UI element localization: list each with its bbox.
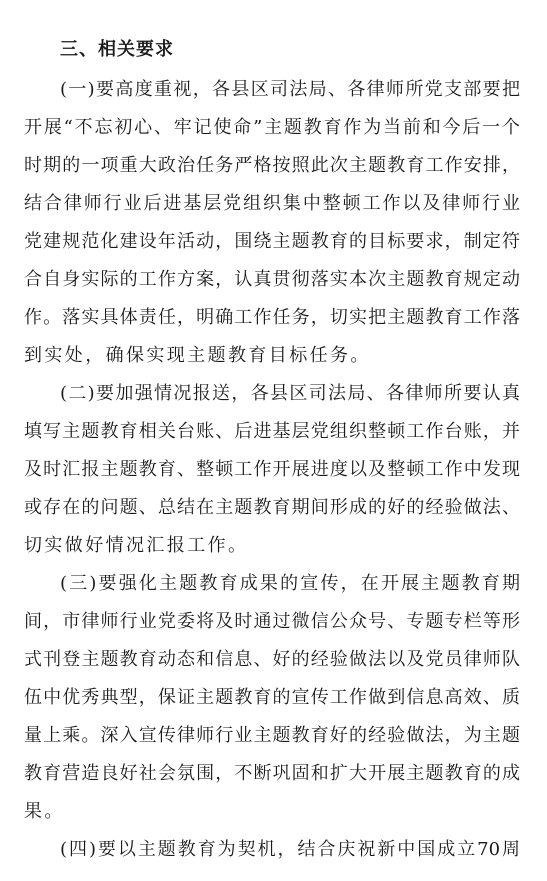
paragraph-2-line-3: 及时汇报主题教育、整顿工作开展进度以及整顿工作中发现 — [24, 459, 520, 480]
section-heading: 三、相关要求 — [60, 39, 174, 60]
paragraph-4-line-1: (四)要以主题教育为契机，结合庆祝新中国成立70周 — [60, 839, 520, 860]
paragraph-3-line-7: 果。 — [24, 801, 65, 822]
paragraph-3-line-6: 教育营造良好社会氛围，不断巩固和扩大开展主题教育的成 — [24, 763, 520, 784]
paragraph-1-line-8: 到实处，确保实现主题教育目标任务。 — [24, 345, 371, 366]
paragraph-3-line-1: (三)要强化主题教育成果的宣传，在开展主题教育期 — [60, 573, 520, 594]
paragraph-1-line-3: 时期的一项重大政治任务严格按照此次主题教育工作安排， — [24, 155, 520, 176]
paragraph-1-line-2: 开展“不忘初心、牢记使命”主题教育作为当前和今后一个 — [24, 117, 520, 138]
paragraph-1-line-7: 作。落实具体责任，明确工作任务，切实把主题教育工作落 — [24, 307, 520, 328]
paragraph-1-line-5: 党建规范化建设年活动，围绕主题教育的目标要求，制定符 — [24, 231, 520, 252]
paragraph-3-line-5: 量上乘。深入宣传律师行业主题教育好的经验做法，为主题 — [24, 725, 520, 746]
paragraph-2-line-1: (二)要加强情况报送，各县区司法局、各律师所要认真 — [60, 383, 520, 404]
paragraph-3-line-3: 式刊登主题教育动态和信息、好的经验做法以及党员律师队 — [24, 649, 520, 670]
paragraph-1-line-4: 结合律师行业后进基层党组织集中整顿工作以及律师行业 — [24, 193, 520, 214]
paragraph-2-line-2: 填写主题教育相关台账、后进基层党组织整顿工作台账，并 — [24, 421, 520, 442]
paragraph-3-line-2: 间，市律师行业党委将及时通过微信公众号、专题专栏等形 — [24, 611, 520, 632]
paragraph-2-line-4: 或存在的问题、总结在主题教育期间形成的好的经验做法、 — [24, 497, 520, 518]
paragraph-2-line-5: 切实做好情况汇报工作。 — [24, 535, 249, 556]
paragraph-3-line-4: 伍中优秀典型，保证主题教育的宣传工作做到信息高效、质 — [24, 687, 520, 708]
paragraph-1-line-1: (一)要高度重视，各县区司法局、各律师所党支部要把 — [60, 79, 520, 100]
paragraph-1-line-6: 合自身实际的工作方案，认真贯彻落实本次主题教育规定动 — [24, 269, 520, 290]
